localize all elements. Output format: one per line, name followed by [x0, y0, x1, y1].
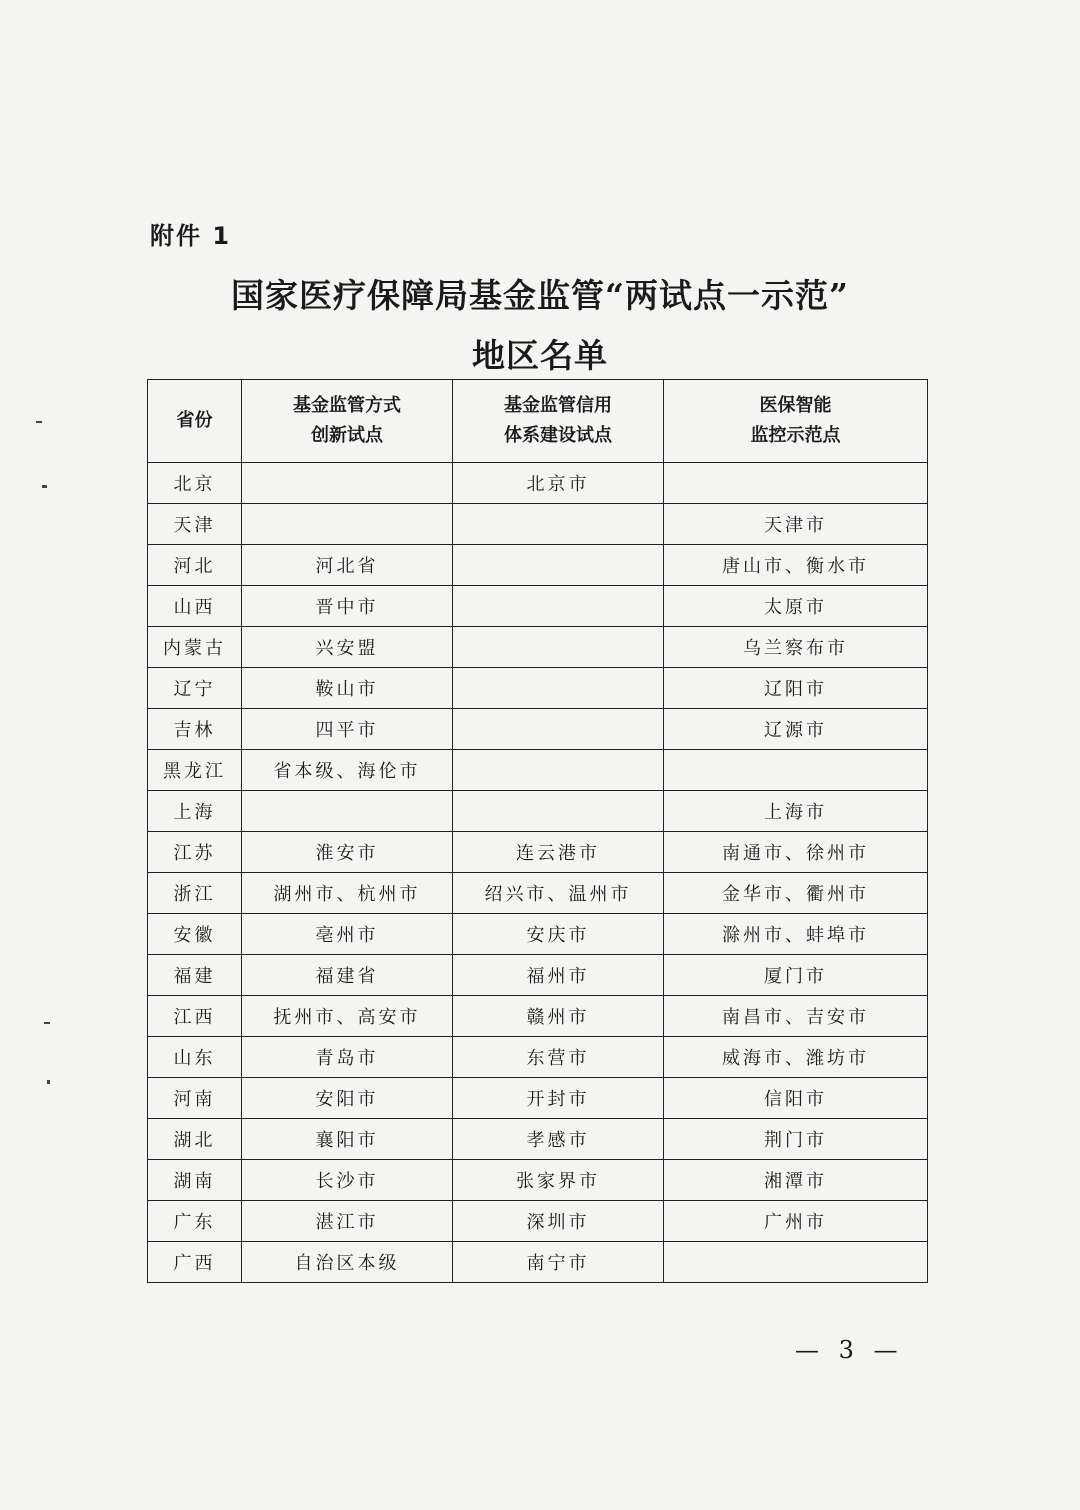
cell-credit-pilot: 南宁市: [453, 1242, 664, 1283]
table-body: [148, 463, 928, 1283]
header-innovation-pilot-line1: 基金监管方式: [293, 395, 401, 416]
header-province-label: 省份: [176, 410, 213, 431]
table-row: [148, 709, 928, 750]
cell-smart-monitoring: 太原市: [664, 586, 928, 627]
cell-smart-monitoring: 荆门市: [664, 1119, 928, 1160]
cell-innovation-pilot: 湖州市、杭州市: [242, 873, 453, 914]
header-smart-monitoring-line1: 医保智能: [759, 395, 832, 416]
cell-innovation-pilot: 省本级、海伦市: [242, 750, 453, 791]
cell-smart-monitoring: 广州市: [664, 1201, 928, 1242]
table-row: [148, 996, 928, 1037]
cell-smart-monitoring: 威海市、潍坊市: [664, 1037, 928, 1078]
scan-mark: [47, 1080, 50, 1084]
cell-credit-pilot: 安庆市: [453, 914, 664, 955]
cell-smart-monitoring: [664, 750, 928, 791]
table-row: [148, 750, 928, 791]
cell-innovation-pilot: 襄阳市: [242, 1119, 453, 1160]
table-header-row: [148, 380, 928, 463]
cell-smart-monitoring: 上海市: [664, 791, 928, 832]
cell-smart-monitoring: 滁州市、蚌埠市: [664, 914, 928, 955]
cell-province: 吉林: [148, 709, 242, 750]
cell-smart-monitoring: 南昌市、吉安市: [664, 996, 928, 1037]
cell-province: 安徽: [148, 914, 242, 955]
cell-credit-pilot: [453, 709, 664, 750]
cell-credit-pilot: [453, 627, 664, 668]
table-row: [148, 586, 928, 627]
table-row: [148, 1242, 928, 1283]
cell-province: 上海: [148, 791, 242, 832]
cell-credit-pilot: 福州市: [453, 955, 664, 996]
table-row: [148, 545, 928, 586]
table-row: [148, 791, 928, 832]
scan-mark: [44, 1022, 50, 1024]
header-credit-pilot-line2: 体系建设试点: [504, 425, 612, 446]
cell-credit-pilot: 连云港市: [453, 832, 664, 873]
cell-credit-pilot: 赣州市: [453, 996, 664, 1037]
table-row: [148, 914, 928, 955]
cell-province: 河北: [148, 545, 242, 586]
cell-innovation-pilot: 四平市: [242, 709, 453, 750]
cell-credit-pilot: 绍兴市、温州市: [453, 873, 664, 914]
cell-credit-pilot: 东营市: [453, 1037, 664, 1078]
cell-credit-pilot: [453, 586, 664, 627]
document-subtitle: 地区名单: [472, 336, 608, 375]
cell-innovation-pilot: 河北省: [242, 545, 453, 586]
cell-innovation-pilot: 鞍山市: [242, 668, 453, 709]
table-row: [148, 955, 928, 996]
table-row: [148, 832, 928, 873]
cell-province: 江苏: [148, 832, 242, 873]
scan-mark: [36, 421, 42, 423]
cell-smart-monitoring: 辽阳市: [664, 668, 928, 709]
cell-province: 黑龙江: [148, 750, 242, 791]
cell-innovation-pilot: [242, 504, 453, 545]
header-credit-pilot: [453, 380, 664, 463]
cell-smart-monitoring: 辽源市: [664, 709, 928, 750]
cell-innovation-pilot: 晋中市: [242, 586, 453, 627]
cell-province: 山西: [148, 586, 242, 627]
header-smart-monitoring: [664, 380, 928, 463]
cell-credit-pilot: [453, 545, 664, 586]
cell-innovation-pilot: [242, 463, 453, 504]
cell-smart-monitoring: 唐山市、衡水市: [664, 545, 928, 586]
cell-credit-pilot: [453, 668, 664, 709]
cell-credit-pilot: 深圳市: [453, 1201, 664, 1242]
cell-credit-pilot: 张家界市: [453, 1160, 664, 1201]
page-number: — 3 —: [795, 1336, 904, 1364]
table-row: [148, 668, 928, 709]
cell-province: 浙江: [148, 873, 242, 914]
cell-smart-monitoring: 湘潭市: [664, 1160, 928, 1201]
cell-innovation-pilot: 兴安盟: [242, 627, 453, 668]
cell-smart-monitoring: [664, 463, 928, 504]
cell-province: 福建: [148, 955, 242, 996]
cell-credit-pilot: [453, 750, 664, 791]
cell-province: 广东: [148, 1201, 242, 1242]
document-title: 国家医疗保障局基金监管“两试点一示范”: [231, 276, 849, 315]
cell-credit-pilot: [453, 791, 664, 832]
table-row: [148, 463, 928, 504]
cell-province: 天津: [148, 504, 242, 545]
cell-province: 山东: [148, 1037, 242, 1078]
cell-innovation-pilot: [242, 791, 453, 832]
cell-smart-monitoring: 天津市: [664, 504, 928, 545]
header-innovation-pilot: [242, 380, 453, 463]
cell-smart-monitoring: 南通市、徐州市: [664, 832, 928, 873]
cell-province: 辽宁: [148, 668, 242, 709]
cell-smart-monitoring: 信阳市: [664, 1078, 928, 1119]
table-row: [148, 1078, 928, 1119]
header-province: [148, 380, 242, 463]
table-row: [148, 873, 928, 914]
header-credit-pilot-line1: 基金监管信用: [504, 395, 612, 416]
header-innovation-pilot-line2: 创新试点: [311, 425, 383, 446]
cell-province: 湖南: [148, 1160, 242, 1201]
scan-mark: [42, 485, 47, 488]
cell-smart-monitoring: 金华市、衢州市: [664, 873, 928, 914]
region-list-table: [147, 379, 928, 1283]
cell-credit-pilot: [453, 504, 664, 545]
cell-province: 内蒙古: [148, 627, 242, 668]
table-row: [148, 1119, 928, 1160]
cell-innovation-pilot: 亳州市: [242, 914, 453, 955]
annex-label: 附件 1: [150, 222, 232, 250]
cell-province: 河南: [148, 1078, 242, 1119]
cell-innovation-pilot: 抚州市、高安市: [242, 996, 453, 1037]
cell-smart-monitoring: 乌兰察布市: [664, 627, 928, 668]
table-row: [148, 627, 928, 668]
cell-province: 湖北: [148, 1119, 242, 1160]
cell-credit-pilot: 孝感市: [453, 1119, 664, 1160]
table-row: [148, 1037, 928, 1078]
cell-innovation-pilot: 自治区本级: [242, 1242, 453, 1283]
cell-credit-pilot: 开封市: [453, 1078, 664, 1119]
cell-innovation-pilot: 青岛市: [242, 1037, 453, 1078]
cell-smart-monitoring: 厦门市: [664, 955, 928, 996]
cell-credit-pilot: 北京市: [453, 463, 664, 504]
table-row: [148, 1201, 928, 1242]
table-row: [148, 504, 928, 545]
cell-province: 广西: [148, 1242, 242, 1283]
cell-innovation-pilot: 湛江市: [242, 1201, 453, 1242]
cell-smart-monitoring: [664, 1242, 928, 1283]
cell-province: 北京: [148, 463, 242, 504]
cell-innovation-pilot: 福建省: [242, 955, 453, 996]
cell-innovation-pilot: 长沙市: [242, 1160, 453, 1201]
header-smart-monitoring-line2: 监控示范点: [750, 425, 841, 446]
cell-innovation-pilot: 淮安市: [242, 832, 453, 873]
cell-province: 江西: [148, 996, 242, 1037]
cell-innovation-pilot: 安阳市: [242, 1078, 453, 1119]
table-row: [148, 1160, 928, 1201]
